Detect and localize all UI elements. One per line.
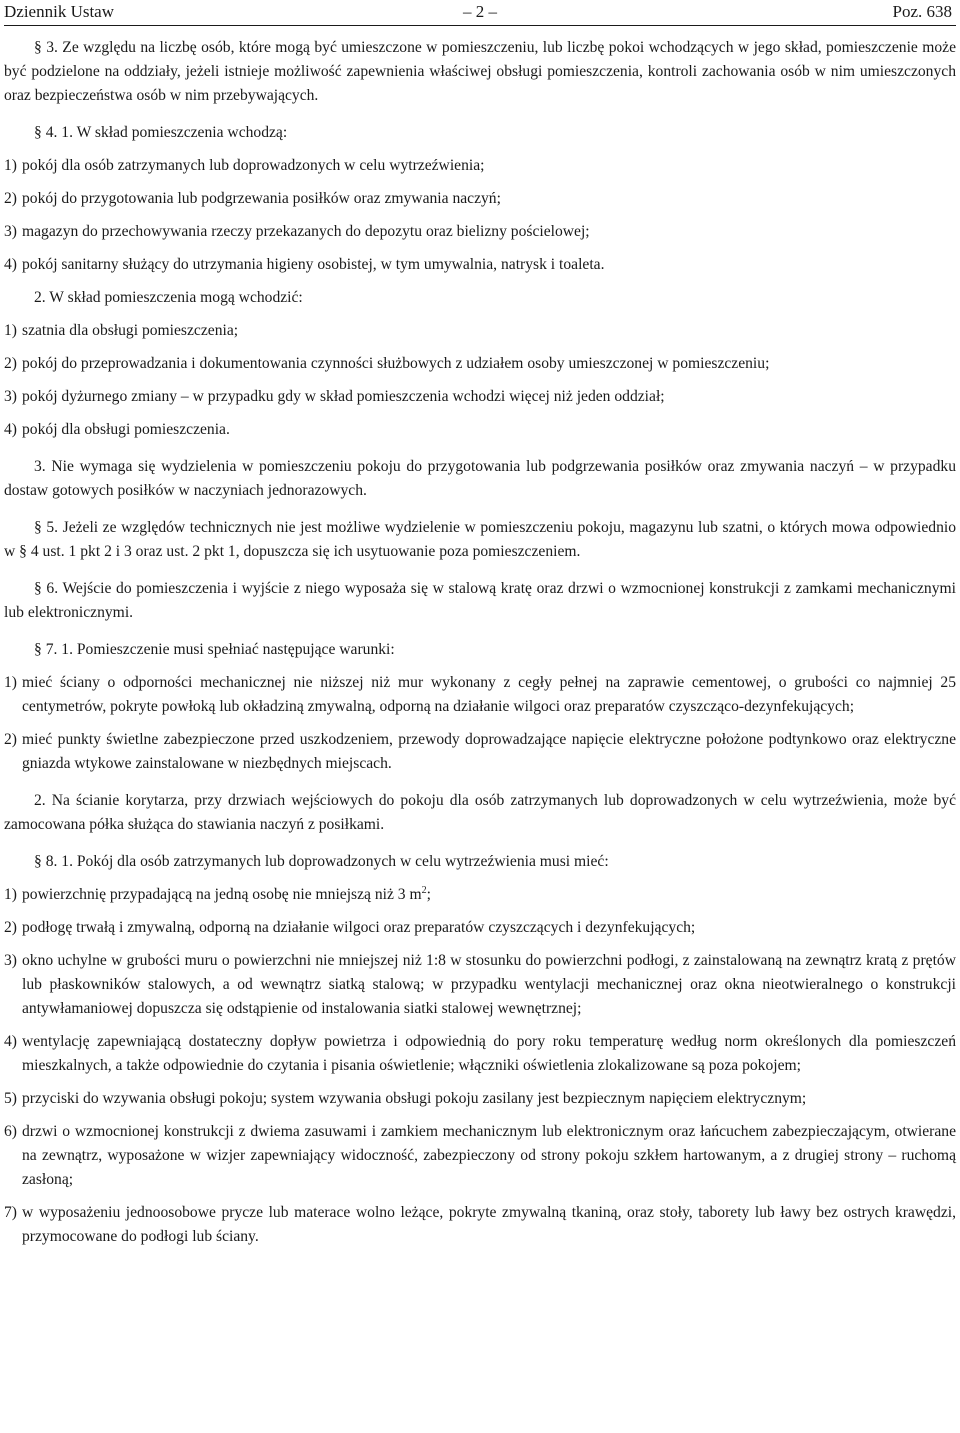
list-item-number: 2) bbox=[4, 919, 17, 936]
list-item-text: szatnia dla obsługi pomieszczenia; bbox=[22, 322, 239, 339]
section-4-par-3: 3. Nie wymaga się wydzielenia w pomieszczeniu pokoju do przygotowania lub podgrzewania posiłków oraz zmywania naczyń – w przypadku dostaw gotowych posiłków w naczyniach jednorazowych. bbox=[4, 458, 956, 499]
list-item-number: 7) bbox=[4, 1204, 17, 1221]
list-item-text: drzwi o wzmocnionej konstrukcji z dwiema zasuwami i zamkiem mechanicznym lub elektronicznym oraz łańcuchem zabezpieczającym, otwierane na zewnątrz, wyposażone w wizjer zapewniający widoczność, zabezpieczony od strony pokoju szkłem hartowanym, a z drugiej strony – ruchomą zasłoną; bbox=[22, 1123, 956, 1188]
list-item-number: 2) bbox=[4, 731, 17, 748]
item-terminator: ; bbox=[426, 886, 431, 903]
page-number: – 2 – bbox=[463, 2, 497, 21]
list-item bbox=[4, 220, 956, 244]
list-item-number: 5) bbox=[4, 1090, 17, 1107]
list-item-number: 1) bbox=[4, 886, 17, 903]
list-item-number: 2) bbox=[4, 355, 17, 372]
header-divider bbox=[4, 25, 956, 26]
list-item-text: mieć punkty świetlne zabezpieczone przed uszkodzeniem, przewody doprowadzające napięcie elektryczne położone podtynkowo oraz elektryczne gniazda wtykowe zainstalowane w niezbędnych miejscach. bbox=[22, 731, 956, 772]
list-item-text: pokój sanitarny służący do utrzymania higieny osobistej, w tym umywalnia, natrysk i toaleta. bbox=[22, 256, 605, 273]
page-header bbox=[4, 0, 956, 24]
section-6: § 6. Wejście do pomieszczenia i wyjście z niego wyposaża się w stalową kratę oraz drzwi o wzmocnionej konstrukcji z zamkami mechanicznymi lub elektronicznymi. bbox=[4, 580, 956, 621]
list-item-text: podłogę trwałą i zmywalną, odporną na działanie wilgoci oraz preparatów czyszczących i dezynfekujących; bbox=[22, 919, 696, 936]
list-item bbox=[4, 352, 956, 376]
list-item-number: 4) bbox=[4, 256, 17, 273]
list-item-text bbox=[17, 883, 956, 907]
section-5: § 5. Jeżeli ze względów technicznych nie jest możliwe wydzielenie w pomieszczeniu pokoju, magazynu lub szatni, o których mowa odpowiednio w § 4 ust. 1 pkt 2 i 3 oraz ust. 2 pkt 1, dopuszcza się ich usytuowanie poza pomieszczeniem. bbox=[4, 519, 956, 560]
list-item-number: 2) bbox=[4, 190, 17, 207]
list-item-number: 1) bbox=[4, 157, 17, 174]
section-4-intro: § 4. 1. W skład pomieszczenia wchodzą: bbox=[34, 124, 288, 141]
list-item-text: magazyn do przechowywania rzeczy przekazanych do depozytu oraz bielizny pościelowej; bbox=[22, 223, 590, 240]
list-item bbox=[4, 253, 956, 277]
list-item-text: pokój do przygotowania lub podgrzewania posiłków oraz zmywania naczyń; bbox=[22, 190, 501, 207]
section-3: § 3. Ze względu na liczbę osób, które mogą być umieszczone w pomieszczeniu, lub liczbę pokoi wchodzących w jego skład, pomieszczenie może być podzielone na oddziały, jeżeli istnieje możliwość zapewnienia właściwej obsługi pomieszczenia, kontroli zachowania osób w nim umieszczonych oraz bezpieczeństwa osób w nim przebywających. bbox=[4, 39, 956, 104]
list-item-number: 3) bbox=[4, 388, 17, 405]
list-item bbox=[4, 728, 956, 776]
list-item bbox=[4, 418, 956, 442]
list-item-number: 1) bbox=[4, 674, 17, 691]
list-item-text: pokój dyżurnego zmiany – w przypadku gdy w skład pomieszczenia wchodzi więcej niż jeden oddział; bbox=[22, 388, 665, 405]
list-item-number: 3) bbox=[4, 952, 17, 969]
list-item-text: mieć ściany o odporności mechanicznej nie niższej niż mur wykonany z cegły pełnej na zaprawie cementowej, o grubości co najmniej 25 centymetrów, pokryte powłoką lub okładziną zmywalną, odporną na działanie wilgoci oraz preparatów czyszcząco-dezynfekujących; bbox=[22, 674, 956, 715]
list-item bbox=[4, 671, 956, 719]
list-item-text: wentylację zapewniającą dostateczny dopływ powietrza i odpowiednią do pory roku temperaturę według norm określonych dla pomieszczeń mieszkalnych, a także odpowiednie do czytania i pisania oświetlenie; włączniki oświetlenia zlokalizowane są poza pokojem; bbox=[22, 1033, 956, 1074]
list-item-number: 4) bbox=[4, 421, 17, 438]
list-item-number: 6) bbox=[4, 1123, 17, 1140]
document-body bbox=[4, 36, 956, 1249]
area-requirement-text: powierzchnię przypadającą na jedną osobę nie mniejszą niż 3 m bbox=[22, 886, 422, 903]
list-item bbox=[4, 883, 956, 907]
list-item-text: okno uchylne w grubości muru o powierzchni nie mniejszej niż 1:8 w stosunku do powierzchni podłogi, z zainstalowaną na zewnątrz kratą z prętów lub płaskowników stalowych, a od wewnątrz siatką stalową; w przypadku wentylacji mechanicznej oraz okna nieotwieralnego o konstrukcji antywłamaniowej dopuszcza się odstąpienie od instalowania siatki stalowej wewnętrznej; bbox=[22, 952, 956, 1017]
list-item bbox=[4, 385, 956, 409]
section-7-par-2: 2. Na ścianie korytarza, przy drzwiach wejściowych do pokoju dla osób zatrzymanych lub doprowadzonych w celu wytrzeźwienia, może być zamocowana półka służąca do stawiania naczyń z posiłkami. bbox=[4, 792, 956, 833]
list-item-text: pokój do przeprowadzania i dokumentowania czynności służbowych z udziałem osoby umieszczonej w pomieszczeniu; bbox=[22, 355, 770, 372]
exponent: 2 bbox=[421, 884, 427, 896]
list-item-text: pokój dla osób zatrzymanych lub doprowadzonych w celu wytrzeźwienia; bbox=[22, 157, 485, 174]
list-item bbox=[4, 1201, 956, 1249]
list-item-text: przyciski do wzywania obsługi pokoju; system wzywania obsługi pokoju zasilany jest bezpiecznym napięciem elektrycznym; bbox=[22, 1090, 807, 1107]
list-item bbox=[4, 1120, 956, 1192]
list-item bbox=[4, 1087, 956, 1111]
section-7-intro: § 7. 1. Pomieszczenie musi spełniać następujące warunki: bbox=[34, 641, 395, 658]
list-item bbox=[4, 949, 956, 1021]
section-4-par-2-intro: 2. W skład pomieszczenia mogą wchodzić: bbox=[34, 289, 303, 306]
list-item bbox=[4, 319, 956, 343]
journal-title: Dziennik Ustaw bbox=[4, 2, 115, 21]
list-item-number: 1) bbox=[4, 322, 17, 339]
list-item-number: 4) bbox=[4, 1033, 17, 1050]
list-item-text: pokój dla obsługi pomieszczenia. bbox=[22, 421, 230, 438]
list-item bbox=[4, 154, 956, 178]
list-item-number: 3) bbox=[4, 223, 17, 240]
list-item-text: w wyposażeniu jednoosobowe prycze lub materace wolno leżące, pokryte zmywalną tkaniną, oraz stoły, taborety lub ławy bez ostrych krawędzi, przymocowane do podłogi lub ściany. bbox=[22, 1204, 956, 1245]
position-number: Poz. 638 bbox=[892, 2, 952, 21]
list-item bbox=[4, 187, 956, 211]
list-item bbox=[4, 1030, 956, 1078]
section-8-intro: § 8. 1. Pokój dla osób zatrzymanych lub doprowadzonych w celu wytrzeźwienia musi mieć: bbox=[34, 853, 609, 870]
list-item bbox=[4, 916, 956, 940]
